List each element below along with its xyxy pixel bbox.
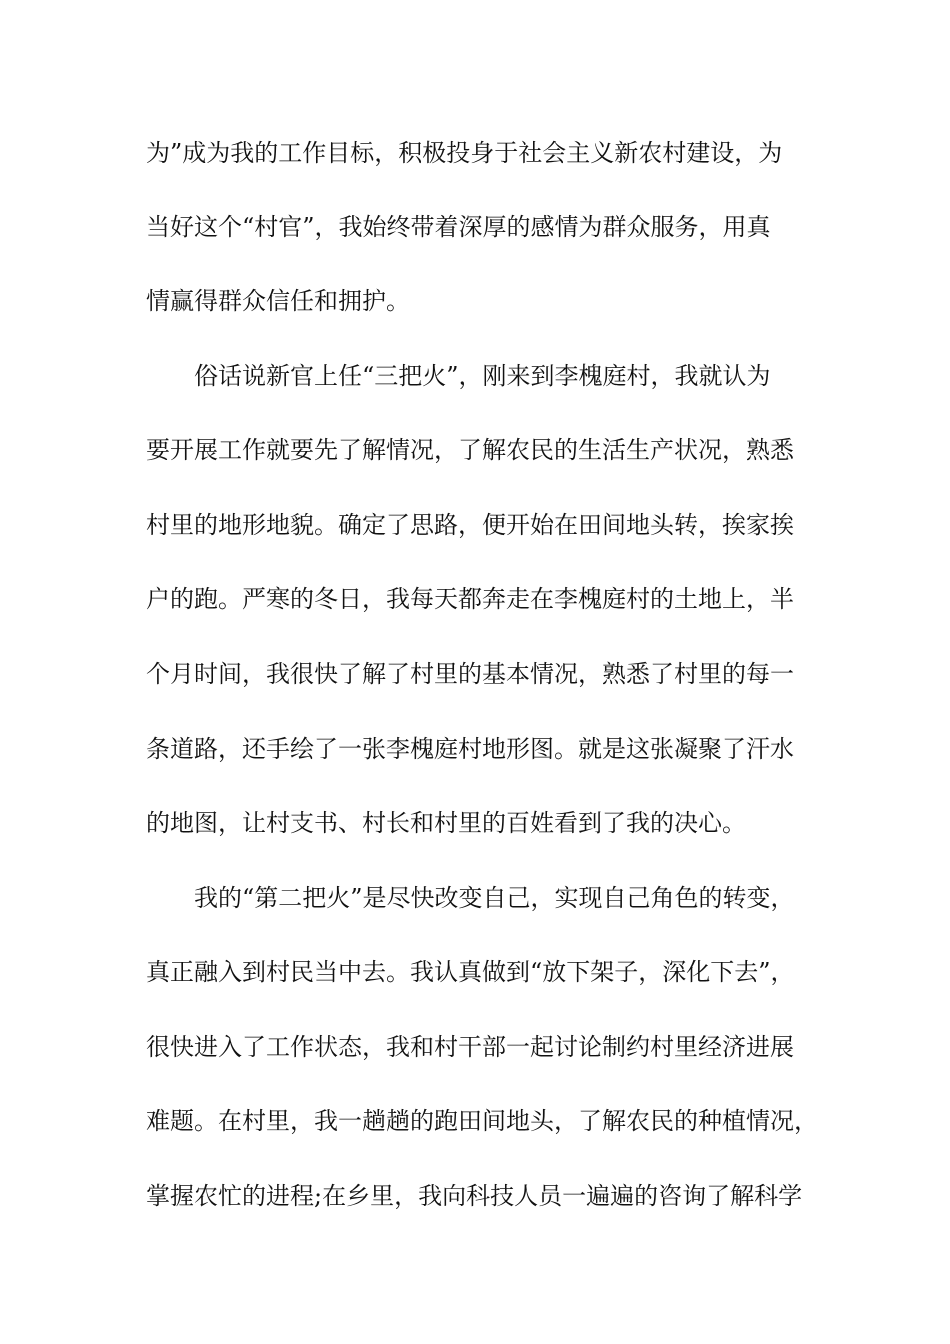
- text-line: 户的跑。严寒的冬日，我每天都奔走在李槐庭村的土地上，半: [146, 585, 794, 613]
- text-line: 为”成为我的工作目标，积极投身于社会主义新农村建设，为: [146, 139, 783, 167]
- text-line: 当好这个“村官”，我始终带着深厚的感情为群众服务，用真: [146, 213, 771, 241]
- text-line: 要开展工作就要先了解情况，了解农民的生活生产状况，熟悉: [146, 436, 794, 464]
- paragraph-start-line: 我的“第二把火”是尽快改变自己，实现自己角色的转变，: [194, 884, 795, 912]
- text-line: 掌握农忙的进程;在乡里，我向科技人员一遍遍的咨询了解科学: [146, 1182, 803, 1210]
- text-line: 村里的地形地貌。确定了思路，便开始在田间地头转，挨家挨: [146, 511, 794, 539]
- paragraph-start-line: 俗话说新官上任“三把火”，刚来到李槐庭村，我就认为: [194, 362, 771, 390]
- text-line: 很快进入了工作状态，我和村干部一起讨论制约村里经济进展: [146, 1033, 794, 1061]
- text-line: 情赢得群众信任和拥护。: [146, 287, 410, 315]
- text-line: 条道路，还手绘了一张李槐庭村地形图。就是这张凝聚了汗水: [146, 735, 794, 763]
- text-line: 的地图，让村支书、村长和村里的百姓看到了我的决心。: [146, 809, 746, 837]
- text-line: 难题。在村里，我一趟趟的跑田间地头，了解农民的种植情况，: [146, 1107, 818, 1135]
- text-line: 个月时间，我很快了解了村里的基本情况，熟悉了村里的每一: [146, 660, 794, 688]
- text-line: 真正融入到村民当中去。我认真做到“放下架子，深化下去”，: [146, 958, 795, 986]
